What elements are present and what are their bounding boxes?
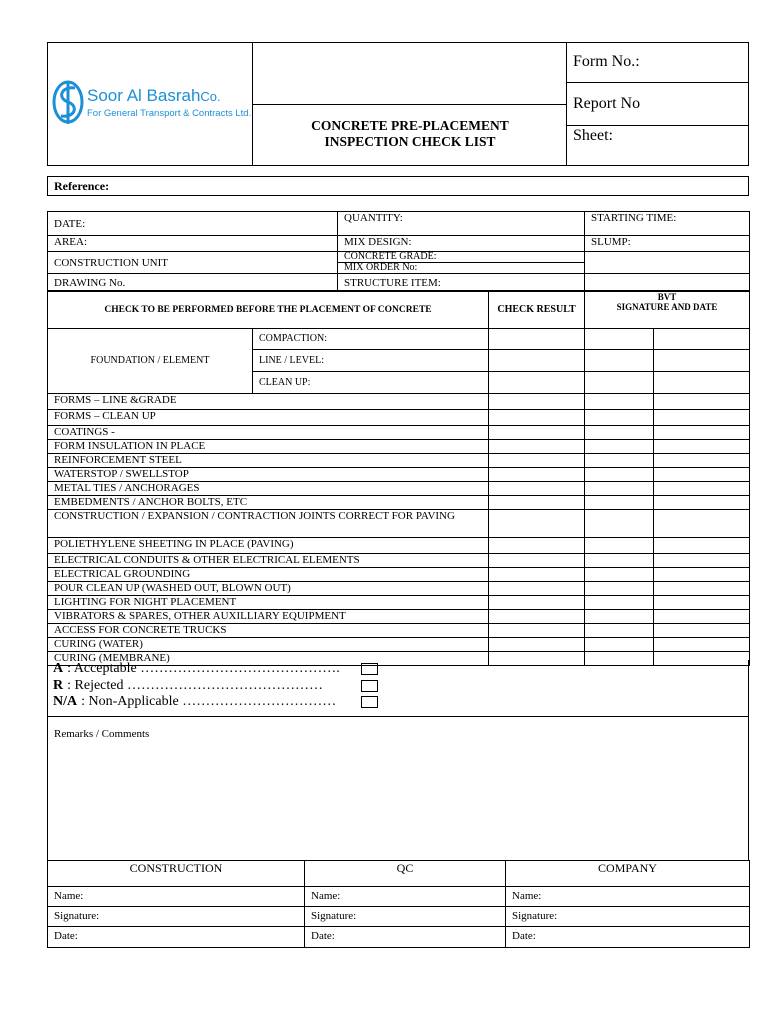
check-result-cell[interactable] [489,372,585,394]
check-item: EMBEDMENTS / ANCHOR BOLTS, ETC [48,496,489,510]
title-line-2: INSPECTION CHECK LIST [324,134,496,149]
signature-field[interactable]: Date: [48,927,305,948]
check-result-cell[interactable] [489,410,585,426]
signature-cell[interactable] [654,372,750,394]
signature-cell[interactable] [654,482,750,496]
legend-item [53,661,340,677]
check-item: WATERSTOP / SWELLSTOP [48,468,489,482]
signature-cell[interactable] [654,510,750,538]
signature-cell[interactable] [585,496,654,510]
legend-checkbox[interactable] [361,663,378,675]
signature-cell[interactable] [585,624,654,638]
signature-field[interactable]: Name: [48,887,305,907]
info-table [47,211,750,291]
drawing-no-field[interactable]: DRAWING No. [48,274,338,291]
signature-cell[interactable] [585,454,654,468]
legend-text: : Non-Applicable …………………………… [81,694,337,709]
check-result-cell[interactable] [489,496,585,510]
check-result-cell[interactable] [489,394,585,410]
check-result-cell[interactable] [489,468,585,482]
signature-cell[interactable] [654,596,750,610]
date-field[interactable]: DATE: [48,212,338,236]
signature-cell[interactable] [654,329,750,350]
check-result-cell[interactable] [489,568,585,582]
signature-cell[interactable] [585,482,654,496]
signature-field[interactable]: Signature: [48,907,305,927]
reference-field[interactable]: Reference: [47,176,749,196]
signature-cell[interactable] [585,596,654,610]
signature-cell[interactable] [585,554,654,568]
construction-unit-field[interactable]: CONSTRUCTION UNIT [48,252,338,274]
signature-cell[interactable] [585,468,654,482]
form-no-field[interactable]: Form No.: [573,53,640,70]
foundation-label: FOUNDATION / ELEMENT [48,329,253,394]
signature-cell[interactable] [585,568,654,582]
signature-cell[interactable] [585,426,654,440]
signature-cell[interactable] [654,468,750,482]
signature-cell[interactable] [654,610,750,624]
signature-table [47,860,750,948]
foundation-item: COMPACTION: [253,329,489,350]
check-result-cell[interactable] [489,482,585,496]
legend-text: : Rejected …………………………………… [67,677,323,693]
signature-cell[interactable] [654,426,750,440]
company-logo-icon [51,80,85,128]
quantity-field[interactable]: QUANTITY: [338,212,585,236]
logo-cell [47,42,253,166]
signature-column-header: CONSTRUCTION [48,861,305,887]
title-line-1: CONCRETE PRE-PLACEMENT [311,118,509,133]
check-item: METAL TIES / ANCHORAGES [48,482,489,496]
check-result-cell[interactable] [489,582,585,596]
check-item: CONSTRUCTION / EXPANSION / CONTRACTION JOINTS CORRECT FOR PAVING [48,510,489,538]
signature-cell[interactable] [654,582,750,596]
check-item: ELECTRICAL GROUNDING [48,568,489,582]
check-result-cell[interactable] [489,596,585,610]
check-item: FORMS – LINE &GRADE [48,394,489,410]
check-header: CHECK TO BE PERFORMED BEFORE THE PLACEMENT OF CONCRETE [48,292,489,329]
starting-time-field[interactable]: STARTING TIME: [585,212,750,236]
signature-field[interactable]: Date: [305,927,506,948]
check-item: POUR CLEAN UP (WASHED OUT, BLOWN OUT) [48,582,489,596]
signature-cell[interactable] [585,329,654,350]
signature-cell[interactable] [585,538,654,554]
signature-cell[interactable] [654,496,750,510]
structure-item-field[interactable]: STRUCTURE ITEM: [338,274,585,291]
check-item: ACCESS FOR CONCRETE TRUCKS [48,624,489,638]
check-result-cell[interactable] [489,426,585,440]
company-tagline: For General Transport & Contracts Ltd. [87,108,252,119]
check-result-cell[interactable] [489,610,585,624]
legend-text: : Acceptable ……………………………………. [67,661,340,676]
signature-cell[interactable] [585,350,654,372]
signature-cell[interactable] [654,554,750,568]
signature-cell[interactable] [654,454,750,468]
area-field[interactable]: AREA: [48,236,338,252]
check-item: CURING (WATER) [48,638,489,652]
check-result-cell[interactable] [489,510,585,538]
signature-cell[interactable] [585,394,654,410]
bvt-header: BVT [657,292,677,302]
company-suffix: Co. [200,89,221,104]
legend-code: A [53,661,64,676]
legend-code: R [53,677,64,693]
check-result-header: CHECK RESULT [489,292,585,329]
signature-cell[interactable] [654,638,750,652]
signature-cell[interactable] [585,440,654,454]
signature-field[interactable]: Signature: [506,907,750,927]
remarks-field[interactable]: Remarks / Comments [47,716,749,861]
signature-cell[interactable] [585,510,654,538]
signature-field[interactable]: Signature: [305,907,506,927]
signature-field[interactable]: Date: [506,927,750,948]
check-result-cell[interactable] [489,554,585,568]
signature-cell[interactable] [654,394,750,410]
sheet-field[interactable]: Sheet: [573,127,613,144]
signature-field[interactable]: Name: [506,887,750,907]
signature-cell[interactable] [585,410,654,426]
legend-checkbox[interactable] [361,680,378,692]
mix-order-field[interactable]: MIX ORDER No: [344,262,418,273]
legend-checkbox[interactable] [361,696,378,708]
check-item: FORM INSULATION IN PLACE [48,440,489,454]
signature-column-header: QC [305,861,506,887]
signature-cell[interactable] [654,440,750,454]
check-result-cell[interactable] [489,350,585,372]
check-item: VIBRATORS & SPARES, OTHER AUXILLIARY EQUIPMENT [48,610,489,624]
signature-column-header: COMPANY [506,861,750,887]
mix-design-field[interactable]: MIX DESIGN: [338,236,585,252]
title-divider [253,104,567,105]
signature-cell[interactable] [654,538,750,554]
checklist-table [47,291,750,666]
check-item: COATINGS - [48,426,489,440]
divider [567,82,749,83]
signature-cell[interactable] [654,350,750,372]
report-no-field[interactable]: Report No [573,95,641,112]
legend-item [53,694,336,710]
divider [567,125,749,126]
legend-item [53,678,323,694]
legend-code: N/A [53,694,78,709]
signature-cell[interactable] [585,582,654,596]
check-result-cell[interactable] [489,538,585,554]
signature-cell[interactable] [585,638,654,652]
check-result-cell[interactable] [489,329,585,350]
signature-cell[interactable] [585,372,654,394]
signature-cell[interactable] [654,410,750,426]
signature-cell[interactable] [654,624,750,638]
check-item: ELECTRICAL CONDUITS & OTHER ELECTRICAL ELEMENTS [48,554,489,568]
signature-date-header: SIGNATURE AND DATE [616,302,718,312]
slump-field[interactable]: SLUMP: [585,236,750,252]
check-item: LIGHTING FOR NIGHT PLACEMENT [48,596,489,610]
signature-cell[interactable] [585,610,654,624]
check-item: REINFORCEMENT STEEL [48,454,489,468]
check-item: FORMS – CLEAN UP [48,410,489,426]
check-item: POLIETHYLENE SHEETING IN PLACE (PAVING) [48,538,489,554]
check-result-cell[interactable] [489,440,585,454]
concrete-grade-field[interactable]: CONCRETE GRADE: [338,252,584,263]
check-result-cell[interactable] [489,454,585,468]
form-title [253,118,567,150]
foundation-item: CLEAN UP: [253,372,489,394]
check-result-cell[interactable] [489,624,585,638]
check-item: CURING (MEMBRANE) [48,652,489,666]
signature-cell[interactable] [654,568,750,582]
signature-field[interactable]: Name: [305,887,506,907]
company-name: Soor Al Basrah [87,86,201,105]
check-result-cell[interactable] [489,638,585,652]
foundation-item: LINE / LEVEL: [253,350,489,372]
